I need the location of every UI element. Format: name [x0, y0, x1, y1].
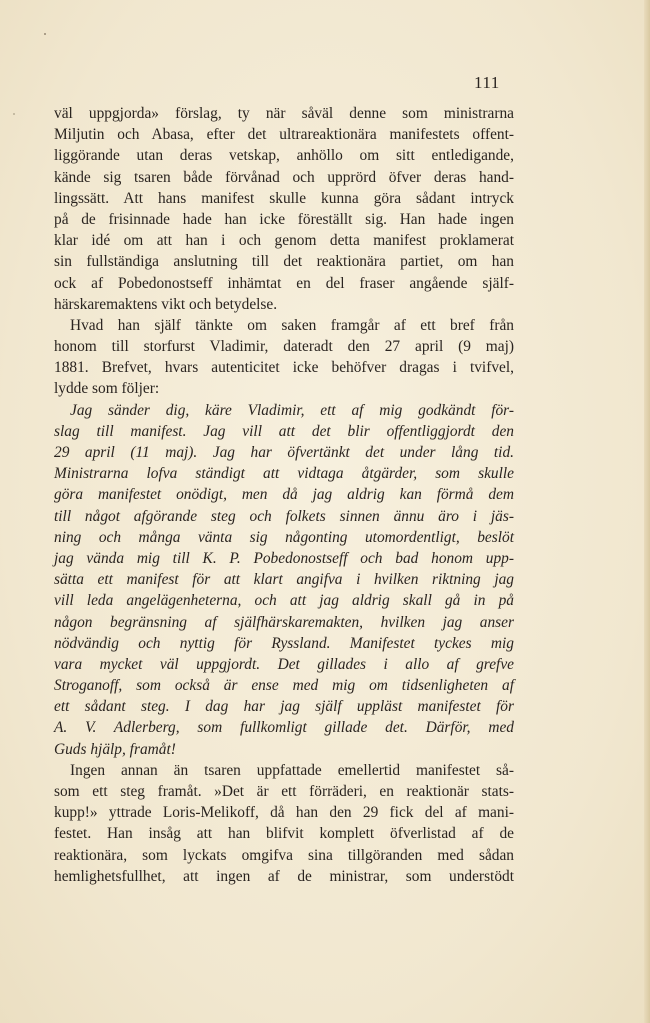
quoted-letter-line: Ministrarna lofva ständigt att vidtaga åtgärder, som skulle	[54, 465, 514, 483]
text-line: Hvad han själf tänkte om saken framgår af ett bref från	[70, 316, 514, 334]
quoted-letter-line: ett sådant steg. I dag har jag själf uppläst manifestet för	[54, 698, 514, 716]
text-line: sin fullständiga anslutning till det reaktionära partiet, om han	[54, 253, 514, 271]
text-line: väl uppgjorda» förslag, ty när såväl denne som ministrarna	[54, 105, 514, 122]
quoted-letter-line: Stroganoff, som också är ense med mig om tidsenligheten af	[54, 677, 514, 695]
page-number: 111	[474, 73, 500, 92]
paper-speck	[13, 113, 15, 115]
text-line: hemlighetsfullhet, att ingen af de ministrar, som understödt	[54, 867, 514, 885]
page-edge	[644, 0, 650, 1023]
quoted-letter-line: sätta ett manifest för att klart angifva i hvilken riktning jag	[54, 571, 514, 589]
quoted-letter-line: Guds hjälp, framåt!	[54, 740, 176, 758]
quoted-letter-line: till något afgörande steg och folkets sinnen ännu äro i jäs-	[54, 507, 514, 525]
quoted-letter-line: vara mycket väl uppgjordt. Det gillades i allo af grefve	[54, 655, 514, 673]
text-line: ock af Pobedonostseff inhämtat en del fraser angående själf-	[54, 274, 514, 292]
text-line: som ett steg framåt. »Det är ett förräderi, en reaktionär stats-	[54, 783, 514, 800]
quoted-letter-line: ning och många vänta sig någonting utomordentligt, beslöt	[54, 528, 514, 546]
quoted-letter-line: slag till manifest. Jag vill att det blir offentliggjordt den	[54, 422, 514, 440]
text-line: kände sig tsaren både förvånad och upprörd öfver deras hand-	[54, 168, 514, 186]
text-line: lydde som följer:	[54, 380, 160, 398]
text-line: festet. Han insåg att han blifvit komplett öfverlistad af de	[54, 825, 514, 843]
text-line: 1881. Brefvet, hvars autenticitet icke behöfver dragas i tvifvel,	[54, 359, 514, 377]
quoted-letter-line: A. V. Adlerberg, som fullkomligt gillade det. Därför, med	[54, 719, 514, 737]
text-line: reaktionära, som lyckats omgifva sina tillgöranden med sådan	[54, 846, 514, 864]
quoted-letter-line: vill leda angelägenheterna, och att jag aldrig skall gå in på	[54, 592, 514, 610]
quoted-letter-line: Jag sänder dig, käre Vladimir, ett af mig godkändt för-	[70, 401, 514, 419]
quoted-letter-line: nödvändig och nyttig för Ryssland. Manifestet tyckes mig	[54, 634, 514, 652]
quoted-letter-line: jag vända mig till K. P. Pobedonostseff och bad honom upp-	[54, 549, 514, 567]
quoted-letter-line: 29 april (11 maj). Jag har öfvertänkt det under lång tid.	[54, 444, 514, 461]
text-line: honom till storfurst Vladimir, dateradt den 27 april (9 maj)	[54, 338, 514, 356]
paper-speck	[44, 33, 46, 35]
text-line: lingssätt. Att hans manifest skulle kunna göra sådant intryck	[54, 189, 514, 207]
body-text	[54, 103, 514, 887]
text-line: härskaremaktens vikt och betydelse.	[54, 295, 278, 313]
quoted-letter-line: någon begränsning af själfhärskaremakten, hvilken jag anser	[54, 613, 514, 631]
text-line: kupp!» yttrade Loris-Melikoff, då han den 29 fick del af mani-	[54, 804, 514, 822]
text-line: liggörande utan deras vetskap, anhöllo om sitt entledigande,	[54, 147, 514, 165]
text-line: på de frisinnade hade han icke föreställt sig. Han hade ingen	[54, 210, 514, 228]
text-line: klar idé om att han i och genom detta manifest proklamerat	[54, 232, 514, 250]
quoted-letter-line: göra manifestet onödigt, men då jag aldrig kan förmå dem	[54, 486, 514, 504]
text-line: Ingen annan än tsaren uppfattade emellertid manifestet så-	[70, 761, 514, 779]
text-line: Miljutin och Abasa, efter det ultrareaktionära manifestets offent-	[54, 126, 514, 144]
